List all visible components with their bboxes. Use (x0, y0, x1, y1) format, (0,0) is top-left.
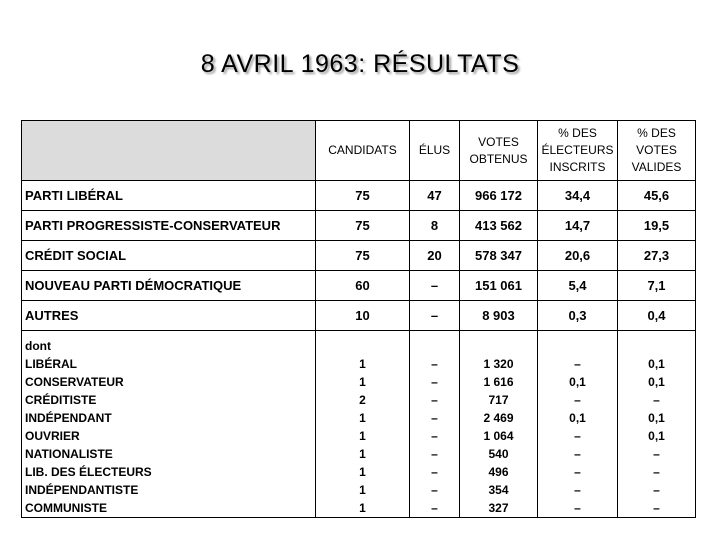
results-table-body (22, 121, 696, 518)
table-row (22, 181, 696, 211)
detail-party-name: LIB. DES ÉLECTEURS (25, 465, 152, 479)
header-pct-valides-line1: % DES (637, 126, 676, 140)
header-candidats-label: CANDIDATS (328, 143, 397, 157)
detail-candidats: 2 (359, 393, 366, 407)
header-votes-line1: VOTES (478, 134, 519, 149)
header-elus (410, 121, 460, 181)
detail-party-name: NATIONALISTE (25, 447, 113, 461)
page-title: 8 AVRIL 1963: RÉSULTATS (200, 50, 520, 78)
detail-pct-valides: – (653, 465, 660, 479)
detail-votes: 496 (488, 465, 509, 479)
elus-cell: 8 (410, 211, 460, 241)
detail-elus: – (431, 483, 438, 497)
candidats-cell: 75 (316, 211, 410, 241)
votes-cell: 578 347 (460, 241, 538, 271)
detail-pct-valides-cell (618, 331, 696, 518)
detail-elus-cell (410, 331, 460, 518)
elus-cell: 20 (410, 241, 460, 271)
table-row (22, 211, 696, 241)
pct-valides-cell: 27,3 (618, 241, 696, 271)
pct-inscrits-cell: 0,3 (538, 301, 618, 331)
header-pct-valides-line3: VALIDES (631, 160, 682, 174)
detail-pct-valides-stack (618, 331, 695, 517)
detail-names-cell (22, 331, 316, 518)
pct-inscrits-cell: 34,4 (538, 181, 618, 211)
elus-cell: – (410, 301, 460, 331)
detail-elus: – (431, 429, 438, 443)
table-row (22, 241, 696, 271)
party-name: PARTI PROGRESSISTE-CONSERVATEUR (22, 211, 316, 241)
detail-pct-inscrits: – (574, 501, 581, 515)
detail-party-name: LIBÉRAL (25, 357, 77, 371)
detail-candidats: 1 (359, 465, 366, 479)
detail-elus: – (431, 465, 438, 479)
table-row (22, 271, 696, 301)
pct-valides-cell: 0,4 (618, 301, 696, 331)
header-row (22, 121, 696, 181)
detail-pct-inscrits: – (574, 393, 581, 407)
pct-valides-cell: 7,1 (618, 271, 696, 301)
detail-votes: 354 (488, 483, 509, 497)
detail-party-name: COMMUNISTE (25, 501, 107, 515)
detail-elus-stack (410, 331, 459, 517)
votes-cell: 413 562 (460, 211, 538, 241)
detail-candidats-stack (316, 331, 409, 517)
candidats-cell: 10 (316, 301, 410, 331)
detail-candidats: 1 (359, 447, 366, 461)
detail-elus: – (431, 357, 438, 371)
party-name: PARTI LIBÉRAL (22, 181, 316, 211)
detail-pct-valides: – (653, 483, 660, 497)
detail-pct-inscrits-stack (538, 331, 617, 517)
detail-elus: – (431, 501, 438, 515)
detail-votes: 1 616 (483, 375, 514, 389)
detail-pct-inscrits: – (574, 357, 581, 371)
detail-pct-valides: – (653, 393, 660, 407)
pct-valides-cell: 45,6 (618, 181, 696, 211)
detail-pct-inscrits: 0,1 (569, 375, 586, 389)
header-pct-inscrits (538, 121, 618, 181)
votes-cell: 966 172 (460, 181, 538, 211)
detail-elus: – (431, 393, 438, 407)
party-name: NOUVEAU PARTI DÉMOCRATIQUE (22, 271, 316, 301)
detail-votes: 540 (488, 447, 509, 461)
detail-pct-inscrits: 0,1 (569, 411, 586, 425)
detail-pct-valides: – (653, 447, 660, 461)
detail-pct-valides: 0,1 (648, 375, 665, 389)
detail-votes: 1 064 (483, 429, 514, 443)
detail-candidats: 1 (359, 429, 366, 443)
detail-party-name: INDÉPENDANT (25, 411, 112, 425)
detail-label: dont (25, 339, 51, 353)
header-pct-valides-line2: VOTES (636, 143, 677, 157)
party-name: AUTRES (22, 301, 316, 331)
results-table (21, 120, 696, 518)
party-name: CRÉDIT SOCIAL (22, 241, 316, 271)
detail-candidats: 1 (359, 357, 366, 371)
detail-votes: 717 (488, 393, 509, 407)
detail-votes: 2 469 (483, 411, 514, 425)
detail-pct-inscrits: – (574, 465, 581, 479)
header-votes (460, 121, 538, 181)
header-pct-inscrits-line1: % DES (558, 126, 597, 140)
detail-votes-cell (460, 331, 538, 518)
detail-pct-inscrits-cell (538, 331, 618, 518)
detail-party-name: CRÉDITISTE (25, 393, 97, 407)
candidats-cell: 75 (316, 181, 410, 211)
candidats-cell: 60 (316, 271, 410, 301)
detail-names-stack (25, 331, 315, 517)
table-row (22, 301, 696, 331)
detail-row (22, 331, 696, 518)
detail-candidats: 1 (359, 411, 366, 425)
header-pct-inscrits-line2: ÉLECTEURS (541, 143, 614, 157)
detail-pct-inscrits: – (574, 429, 581, 443)
detail-pct-valides: – (653, 501, 660, 515)
pct-inscrits-cell: 14,7 (538, 211, 618, 241)
detail-votes: 327 (488, 501, 509, 515)
detail-pct-inscrits: – (574, 447, 581, 461)
header-pct-valides (618, 121, 696, 181)
detail-votes: 1 320 (483, 357, 514, 371)
detail-party-name: CONSERVATEUR (25, 375, 124, 389)
detail-candidats: 1 (359, 483, 366, 497)
detail-pct-valides: 0,1 (648, 429, 665, 443)
detail-candidats: 1 (359, 501, 366, 515)
header-votes-line2: OBTENUS (469, 151, 528, 166)
header-pct-inscrits-line3: INSCRITS (549, 160, 606, 174)
detail-elus: – (431, 411, 438, 425)
detail-party-name: OUVRIER (25, 429, 80, 443)
header-candidats (316, 121, 410, 181)
votes-cell: 151 061 (460, 271, 538, 301)
detail-party-name: INDÉPENDANTISTE (25, 483, 139, 497)
header-blank-cell (22, 121, 316, 181)
pct-inscrits-cell: 5,4 (538, 271, 618, 301)
detail-pct-valides: 0,1 (648, 357, 665, 371)
candidats-cell: 75 (316, 241, 410, 271)
header-elus-label: ÉLUS (418, 143, 451, 157)
detail-candidats-cell (316, 331, 410, 518)
detail-votes-stack (460, 331, 537, 517)
votes-cell: 8 903 (460, 301, 538, 331)
elus-cell: – (410, 271, 460, 301)
pct-valides-cell: 19,5 (618, 211, 696, 241)
detail-elus: – (431, 375, 438, 389)
detail-pct-inscrits: – (574, 483, 581, 497)
pct-inscrits-cell: 20,6 (538, 241, 618, 271)
detail-elus: – (431, 447, 438, 461)
elus-cell: 47 (410, 181, 460, 211)
detail-candidats: 1 (359, 375, 366, 389)
detail-pct-valides: 0,1 (648, 411, 665, 425)
